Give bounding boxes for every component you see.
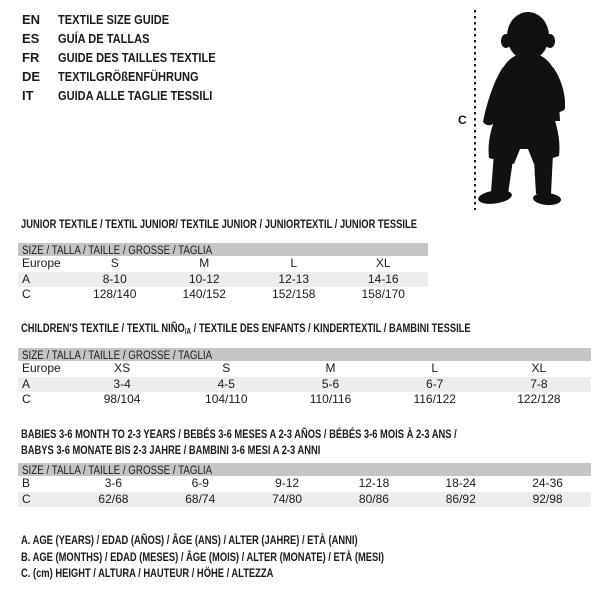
size-header-label: SIZE / TALLA / TAILLE / GRÖSSE / TAGLIA [22,350,213,362]
row-label: Europe [22,256,61,270]
table-title-line1: BABIES 3-6 MONTH TO 2-3 YEARS / BEBÉS 3-6 MESES A 2-3 AÑOS / BÉBÉS 3-6 MOIS À 2-3 ANS / [21,427,457,441]
legend-line-c: C. (cm) HEIGHT / ALTURA / HAUTEUR / HÖHE / ALTEZZA [21,566,274,580]
size-header-label: SIZE / TALLA / TAILLE / GRÖSSE / TAGLIA [22,245,213,257]
height-label: C [458,113,467,127]
table-cell: 74/80 [272,491,303,506]
table-cell: 86/92 [445,491,476,506]
language-code: IT [22,88,34,103]
language-row-fr [22,48,243,67]
table-row [18,287,428,303]
title-text: / TEXTILE DES ENFANTS / KINDERTEXTIL / BAMBINI TESSILE [191,321,471,335]
table-cell: 104/110 [205,392,248,406]
table-cell: XL [531,361,547,375]
table-cell: 122/128 [517,392,561,406]
title-text: CHILDREN'S TEXTILE / TEXTIL NIÑO [21,321,185,335]
baby-figure [450,5,600,217]
table-cell: 116/122 [413,392,456,406]
table-row [18,272,428,288]
table-cell: 8-10 [102,271,127,286]
table-cell: S [110,256,119,270]
row-label: A [22,271,31,286]
row-label: B [22,476,31,490]
language-label: GUIDA ALLE TAGLIE TESSILI [58,88,213,103]
table-title: JUNIOR TEXTILE / TEXTIL JUNIOR/ TEXTILE JUNIOR / JUNIORTEXTIL / JUNIOR TESSILE [21,217,417,231]
row-label: C [22,287,31,301]
toddler-silhouette [477,12,565,206]
toddler-silhouette-figure [450,5,600,217]
table-cell: 6-7 [426,376,444,391]
childrens-table-rows [18,361,591,408]
table-cell: M [199,256,210,270]
table-cell: L [290,256,298,270]
table-cell: 110/116 [309,392,352,406]
table-cell: 62/68 [98,491,129,506]
language-code: EN [22,12,41,27]
junior-table-rows [18,256,428,303]
table-cell: 9-12 [275,476,300,490]
table-row [18,476,591,492]
table-cell: 10-12 [188,271,220,286]
table-row [18,392,591,408]
table-row [18,492,591,508]
table-row [18,361,591,377]
language-row-it [22,86,243,105]
table-cell: 7-8 [530,376,548,391]
legend-line-a: A. AGE (YEARS) / EDAD (AÑOS) / ÂGE (ANS) / ALTER (JAHRE) / ETÀ (ANNI) [21,533,358,547]
row-label: A [22,376,31,391]
table-cell: 12-13 [278,271,310,286]
row-label: C [22,392,31,406]
table-cell: XL [375,256,391,270]
babies-table-rows [18,476,591,507]
language-row-de [22,67,243,86]
table-cell: 4-5 [217,376,235,391]
table-cell: 80/86 [358,491,389,506]
language-label: GUIDE DES TAILLES TEXTILE [58,50,216,65]
language-row-es [22,29,243,48]
table-cell: 158/170 [361,287,405,301]
size-header-bar [18,243,428,256]
table-row [18,377,591,393]
table-cell: 140/152 [182,287,226,301]
table-cell: 18-24 [445,476,477,490]
language-label: TEXTILGRÖßENFÜHRUNG [58,69,199,84]
table-cell: 6-9 [191,476,209,490]
table-cell: 128/140 [93,287,137,301]
language-row-en [22,10,243,29]
table-cell: 98/104 [103,392,141,406]
table-cell: M [325,361,336,375]
legend-line-b: B. AGE (MONTHS) / EDAD (MESES) / ÂGE (MOIS) / ALTER (MONATE) / ETÀ (MESI) [21,549,384,564]
table-cell: L [431,361,439,375]
table-cell: 24-36 [532,476,563,490]
table-cell: 5-6 [321,376,340,391]
childrens-textile-section [18,321,591,408]
title-subscript: /A [184,327,192,336]
language-label: GUÍA DE TALLAS [58,31,150,46]
row-label: Europe [22,361,61,375]
row-label: C [22,491,31,506]
language-code: FR [22,50,40,65]
babies-textile-section [18,426,591,507]
language-label: TEXTILE SIZE GUIDE [58,12,170,27]
size-header-bar [18,348,591,361]
table-title [21,321,471,339]
junior-textile-section [18,217,428,303]
table-title-line2: BABYS 3-6 MONATE BIS 2-3 JAHRE / BAMBINI 3-6 MESI A 2-3 ANNI [21,443,321,457]
table-cell: XS [114,361,131,375]
table-cell: 3-6 [104,476,123,490]
table-cell: 12-18 [358,476,390,490]
table-cell: 68/74 [185,491,216,506]
table-row [18,256,428,272]
table-cell: 92/98 [532,491,563,506]
size-header-label: SIZE / TALLA / TAILLE / GRÖSSE / TAGLIA [22,465,213,477]
language-list [22,10,243,105]
legend [18,532,486,582]
table-cell: S [222,361,231,375]
table-cell: 14-16 [367,271,399,286]
language-code: DE [22,69,41,84]
size-header-bar [18,463,591,476]
table-cell: 3-4 [113,376,131,391]
table-cell: 152/158 [272,287,316,301]
language-code: ES [22,31,40,46]
